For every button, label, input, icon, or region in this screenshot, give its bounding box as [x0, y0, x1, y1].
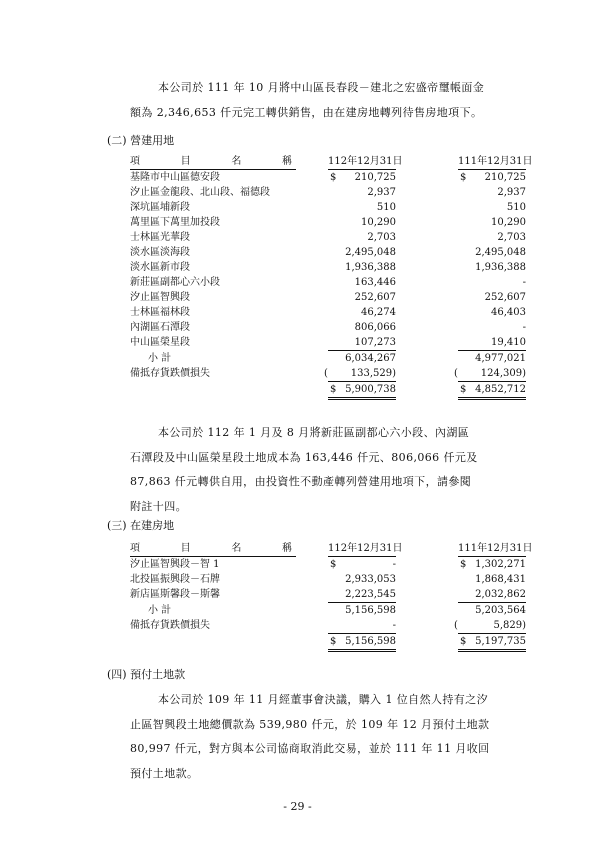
- value-2022: 1,936,388: [475, 262, 526, 273]
- value-2022: 4,977,021: [475, 353, 526, 364]
- value-2022: [454, 618, 526, 634]
- value-2023: 2,495,048: [345, 247, 396, 258]
- properties-under-construction-table: [130, 542, 533, 652]
- value-2023: [328, 382, 396, 399]
- row-label: 汐止區智興段－智 1: [130, 559, 220, 570]
- row-label: 北投區振興段－石牌: [130, 574, 220, 585]
- amount: 133,529): [350, 368, 396, 379]
- value-2022: 5,203,564: [475, 605, 526, 616]
- value-2023: 2,703: [367, 232, 396, 243]
- subtotal-row: [130, 351, 526, 367]
- table-row: [130, 185, 526, 200]
- column-header-2022: 111年12月31日: [458, 542, 526, 557]
- value-2023: 2,933,053: [345, 574, 396, 585]
- amount: 210,725: [354, 172, 396, 183]
- table-row: [130, 557, 526, 573]
- paragraph-line: 額為 2,346,653 仟元完工轉供銷售，由在建房地轉列待售房地項下。: [130, 105, 483, 119]
- value-2022: 510: [506, 202, 526, 213]
- value-2022: 2,032,862: [458, 587, 526, 603]
- table-row: [130, 320, 526, 335]
- value-2022: 1,868,431: [475, 574, 526, 585]
- row-label: 士林區福林段: [130, 307, 190, 318]
- value-2023: 1,936,388: [345, 262, 396, 273]
- total-row: [130, 382, 526, 399]
- value-2023: 107,273: [328, 335, 396, 351]
- allowance-row: [130, 618, 526, 634]
- paragraph-completion-transfer: [130, 76, 550, 125]
- amount: 5,829): [493, 620, 526, 631]
- table-row: [130, 572, 526, 587]
- value-2023: 252,607: [354, 292, 396, 303]
- section-heading-prepaid-land: (四) 預付土地款: [107, 668, 186, 681]
- value-2023: [328, 634, 396, 651]
- table-row: [130, 230, 526, 245]
- paragraph-line: 附註十四。: [130, 499, 187, 513]
- value-2023: 10,290: [361, 217, 396, 228]
- table-header-row: [130, 542, 526, 557]
- column-header-item: 項 目 名 稱: [130, 155, 296, 170]
- row-label: 萬里區下萬里加投段: [130, 217, 220, 228]
- currency-symbol: $: [460, 559, 467, 570]
- value-2023: [328, 557, 396, 573]
- currency-symbol: $: [330, 172, 337, 183]
- value-2022: 10,290: [491, 217, 526, 228]
- currency-symbol: $: [460, 636, 467, 647]
- page-number: - 29 -: [283, 800, 312, 813]
- column-header-item: 項 目 名 稱: [130, 542, 296, 557]
- amount: 210,725: [484, 172, 526, 183]
- row-label: 淡水區淡海段: [130, 247, 190, 258]
- section-heading-construction-land: (二) 營建用地: [107, 134, 175, 147]
- section-heading-properties-under-construction: (三) 在建房地: [107, 519, 175, 532]
- row-label: 備抵存貨跌價損失: [130, 620, 210, 632]
- row-label: 基隆市中山區德安段: [130, 172, 220, 183]
- table-row: [130, 275, 526, 290]
- row-label: 小 計: [148, 352, 172, 364]
- paragraph-line: 本公司於 112 年 1 月及 8 月將新莊區副都心六小段、內湖區: [158, 426, 470, 439]
- amount: 1,302,271: [475, 559, 526, 570]
- value-2023: 510: [376, 202, 396, 213]
- construction-land-table: [130, 155, 533, 400]
- value-2022: [458, 382, 526, 399]
- value-2023: 806,066: [354, 322, 396, 333]
- currency-symbol: $: [460, 384, 467, 395]
- amount: 124,309): [480, 368, 526, 379]
- column-header-2023: 112年12月31日: [328, 542, 396, 557]
- row-label: 中山區榮星段: [130, 337, 190, 349]
- paragraph-line: 止區智興段土地總價款為 539,980 仟元，於 109 年 12 月預付土地款: [130, 717, 490, 731]
- value-2022: -: [522, 322, 526, 333]
- currency-symbol: $: [330, 384, 337, 395]
- table-row: [130, 245, 526, 260]
- table-row: [130, 335, 526, 351]
- paragraph-line: 80,997 仟元，對方與本公司協商取消此交易，並於 111 年 11 月收回: [130, 742, 490, 755]
- column-header-2022: 111年12月31日: [458, 155, 526, 170]
- open-paren: (: [454, 368, 458, 379]
- currency-symbol: $: [330, 559, 337, 570]
- subtotal-row: [130, 603, 526, 619]
- value-2023: 5,156,598: [345, 605, 396, 616]
- row-label: 士林區光華段: [130, 232, 190, 243]
- open-paren: (: [454, 620, 458, 631]
- row-label: 深坑區埔新段: [130, 202, 190, 213]
- column-header-2023: 112年12月31日: [328, 155, 396, 170]
- value-2022: [458, 557, 526, 573]
- value-2023: [324, 366, 396, 382]
- value-2022: 2,703: [497, 232, 526, 243]
- row-label: 汐止區金龍段、北山段、福德段: [130, 187, 270, 198]
- currency-symbol: $: [330, 636, 337, 647]
- row-label: 備抵存貨跌價損失: [130, 368, 210, 380]
- paragraph-prepaid-land: [130, 688, 550, 786]
- value-2023: -: [328, 618, 396, 634]
- value-2023: 6,034,267: [345, 353, 396, 364]
- row-label: 新店區斯馨段－斯馨: [130, 589, 220, 601]
- paragraph-line: 石潭段及中山區榮星段土地成本為 163,446 仟元、806,066 仟元及: [130, 450, 478, 464]
- table-header-row: [130, 155, 526, 170]
- value-2022: 46,403: [491, 307, 526, 318]
- value-2022: 2,495,048: [475, 247, 526, 258]
- value-2023: 46,274: [361, 307, 396, 318]
- value-2022: [458, 170, 526, 186]
- paragraph-land-transfer: [130, 421, 550, 519]
- row-label: 內湖區石潭段: [130, 322, 190, 333]
- currency-symbol: $: [460, 172, 467, 183]
- value-2022: 252,607: [484, 292, 526, 303]
- row-label: 小 計: [148, 604, 172, 616]
- row-label: 新莊區副都心六小段: [130, 277, 220, 288]
- value-2023: 2,937: [367, 187, 396, 198]
- row-label: 淡水區新市段: [130, 262, 190, 273]
- table-row: [130, 290, 526, 305]
- paragraph-line: 本公司於 109 年 11 月經董事會決議，購入 1 位自然人持有之汐: [158, 693, 488, 706]
- amount: -: [392, 559, 396, 570]
- table-row: [130, 170, 526, 186]
- table-row: [130, 215, 526, 230]
- open-paren: (: [324, 368, 328, 379]
- total-row: [130, 634, 526, 651]
- row-label: [130, 382, 296, 399]
- value-2022: 19,410: [458, 335, 526, 351]
- paragraph-line: 87,863 仟元轉供自用，由投資性不動產轉列營建用地項下，請參閱: [130, 475, 472, 488]
- value-2022: [458, 634, 526, 651]
- value-2023: 163,446: [354, 277, 396, 288]
- value-2023: 2,223,545: [328, 587, 396, 603]
- amount: 5,156,598: [345, 636, 396, 647]
- allowance-row: [130, 366, 526, 382]
- value-2022: -: [522, 277, 526, 288]
- row-label: [130, 634, 296, 651]
- paragraph-line: 本公司於 111 年 10 月將中山區長春段－建北之宏盛帝璽帳面金: [158, 81, 485, 94]
- paragraph-line: 預付土地款。: [130, 766, 199, 780]
- value-2022: 2,937: [497, 187, 526, 198]
- value-2023: [328, 170, 396, 186]
- table-row: [130, 587, 526, 603]
- amount: 4,852,712: [475, 384, 526, 395]
- table-row: [130, 200, 526, 215]
- value-2022: [454, 366, 526, 382]
- table-row: [130, 305, 526, 320]
- row-label: 汐止區智興段: [130, 292, 190, 303]
- table-row: [130, 260, 526, 275]
- amount: 5,900,738: [345, 384, 396, 395]
- amount: 5,197,735: [475, 636, 526, 647]
